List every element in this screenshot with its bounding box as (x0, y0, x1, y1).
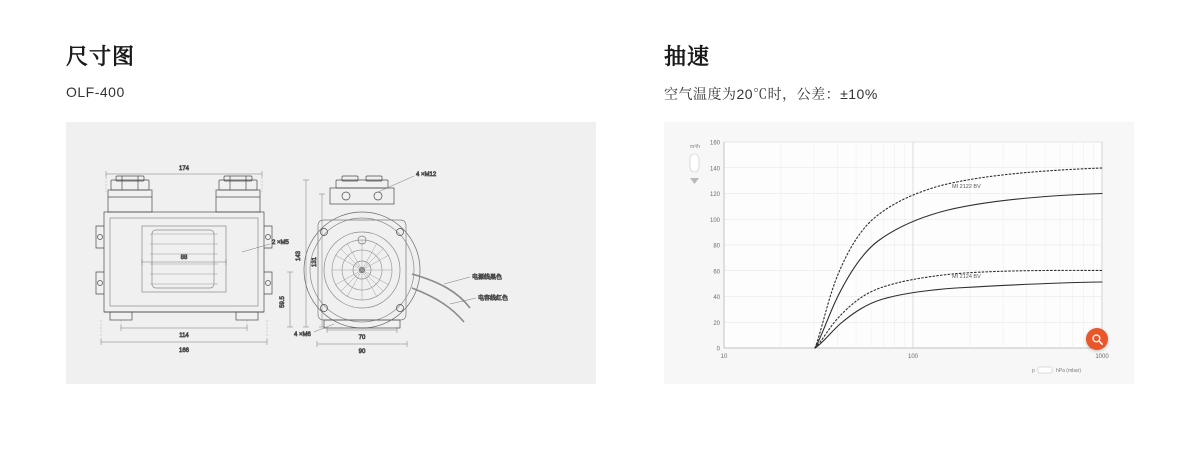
dim-59-5: 59.5 (280, 296, 286, 308)
svg-text:120: 120 (709, 192, 720, 198)
y-axis-unit: m³/h (690, 144, 700, 150)
right-section-title: 抽速 (664, 44, 711, 69)
left-section-title: 尺寸图 (66, 44, 136, 69)
magnifier-icon[interactable] (1086, 328, 1108, 350)
dim-131: 131 (312, 256, 318, 268)
x-axis-caption (1032, 367, 1081, 374)
svg-text:20: 20 (713, 320, 720, 327)
dim-166: 166 (178, 348, 190, 354)
svg-text:80: 80 (713, 243, 720, 250)
svg-text:140: 140 (709, 166, 720, 173)
svg-text:0: 0 (716, 346, 720, 353)
callout-2xm5: 2 ×M5 (272, 240, 289, 246)
dim-143: 143 (296, 250, 302, 262)
drawing-container (66, 122, 596, 384)
svg-text:160: 160 (709, 140, 720, 147)
dim-174: 174 (178, 166, 190, 172)
left-section-subtitle: OLF-400 (66, 84, 125, 100)
callout-4xm12: 4 ×M12 (416, 172, 437, 178)
svg-text:40: 40 (713, 295, 720, 301)
x-tick-1000: 1000 (1095, 354, 1109, 360)
dim-90: 90 (358, 349, 366, 355)
svg-text:p: p (1032, 368, 1035, 374)
callout-black-wire: 电源线黑色 (472, 275, 503, 281)
dim-88: 88 (180, 255, 188, 261)
svg-text:100: 100 (709, 217, 720, 224)
callout-red-wire: 电容线红色 (478, 296, 509, 302)
svg-text:hPa (mbar): hPa (mbar) (1056, 368, 1082, 374)
right-section-subtitle: 空气温度为20℃时，公差：±10% (664, 86, 878, 102)
dim-114: 114 (179, 333, 189, 339)
curve-label-mi2122: MI 2122 BV (952, 184, 981, 190)
x-tick-10: 10 (720, 354, 728, 360)
curve-label-mi2124: MI 2124 BV (952, 274, 981, 280)
dim-70: 70 (358, 335, 366, 341)
callout-4xm6: 4 ×M6 (294, 332, 311, 338)
pumping-speed-chart (664, 122, 1134, 384)
technical-drawing (66, 122, 596, 384)
x-tick-100: 100 (907, 354, 919, 360)
chart-container (664, 122, 1134, 384)
scale-selector-pill[interactable] (690, 154, 699, 172)
svg-text:60: 60 (713, 269, 720, 276)
